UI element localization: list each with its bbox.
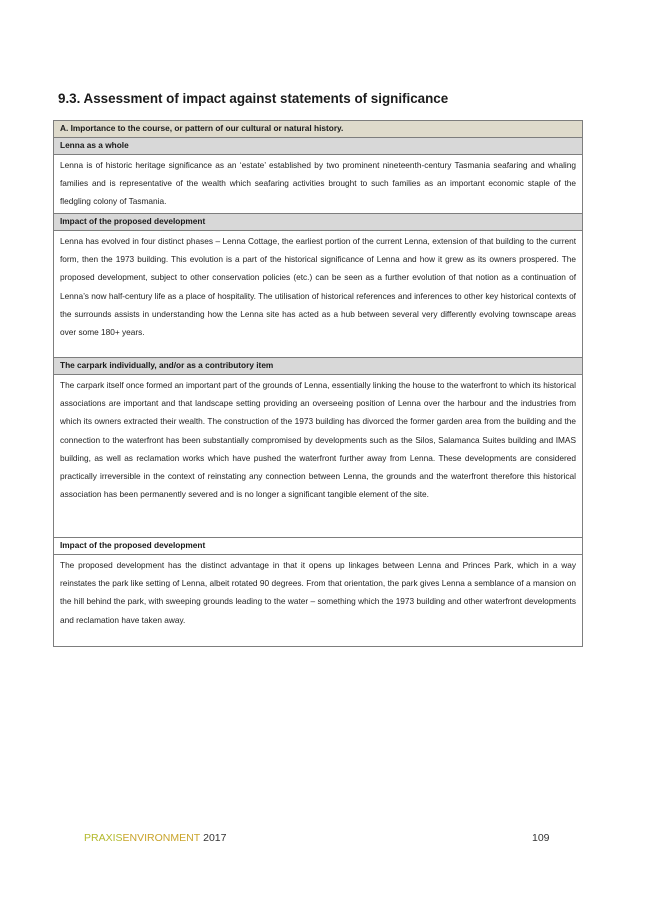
section-text: Lenna has evolved in four distinct phases – Lenna Cottage, the earliest portion of the current Lenna, extension of that building to the current form, then the 1973 building. This evolution is a part of the historical significance of Lenna and how it grew as its owners prospered. The proposed development, subject to other conservation policies (etc.) can be seen as a further evolution of that notion as a continuation of Lenna’s now half-century life as a place of hospitality. The utilisation of historical references and inferences to other key historical contexts of the surrounds assists in understanding how the Lenna site has acted as a hub between several very differently evolving townscape areas over some 180+ years.	[60, 236, 576, 338]
section-body-impact-1	[54, 231, 582, 358]
section-body-lenna-whole	[54, 155, 582, 214]
section-text: Lenna is of historic heritage significance as an ‘estate’ established by two prominent nineteenth-century Tasmania seafaring and whaling families and is representative of the wealth which seafaring activities brought to such families as an important economic staple of the fledgling colony of Tasmania.	[60, 160, 576, 207]
significance-table	[53, 120, 583, 647]
section-title-carpark: The carpark individually, and/or as a contributory item	[54, 358, 582, 375]
page-title: 9.3. Assessment of impact against statements of significance	[58, 91, 449, 106]
footer-year: 2017	[203, 832, 227, 844]
section-text: The proposed development has the distinct advantage in that it opens up linkages between Lenna and Princes Park, which in a way reinstates the park like setting of Lenna, albeit rotated 90 degrees. From that orientation, the park gives Lenna a semblance of a mansion on the hill behind the park, with sweeping grounds leading to the water – something which the 1973 building and other waterfront developments and reclamation have taken away.	[60, 560, 576, 625]
section-title-lenna-whole: Lenna as a whole	[54, 138, 582, 155]
footer-brand	[84, 832, 226, 844]
section-title-impact-1: Impact of the proposed development	[54, 214, 582, 231]
section-body-carpark	[54, 375, 582, 538]
section-text: The carpark itself once formed an important part of the grounds of Lenna, essentially linking the house to the waterfront to which its historical associations are important and that landscape setting providing an overseeing position of Lenna over the harbour and the industries from which its owners extracted their wealth. The construction of the 1973 building has divorced the former garden area from the building and the connection to the waterfront has been substantially compromised by developments such as the Silos, Salamanca Suites building and IMAS building, as well as reclamation works which have pushed the waterfront further away from Lenna. These developments are considered practically irreversible in the context of reinstating any connection between Lenna, the grounds and the waterfront therefore this historical association has been permanently severed and is no longer a significant tangible element of the site.	[60, 380, 576, 500]
section-body-impact-2	[54, 555, 582, 646]
criterion-header: A. Importance to the course, or pattern of our cultural or natural history.	[54, 121, 582, 138]
page-number: 109	[532, 832, 550, 844]
brand-environment: ENVIRONMENT	[122, 832, 201, 844]
section-title-impact-2: Impact of the proposed development	[54, 538, 582, 555]
brand-praxis: PRAXIS	[84, 832, 123, 844]
